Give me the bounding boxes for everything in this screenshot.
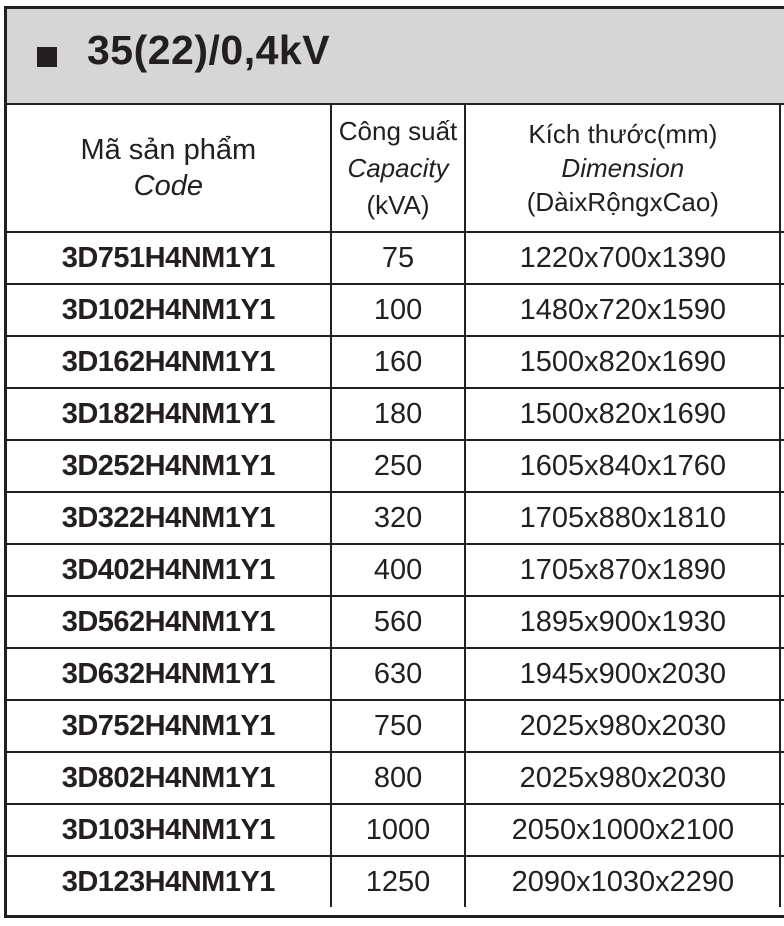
dimension-cell: 1480x720x1590	[465, 284, 780, 336]
dimension-cell: 1705x870x1890	[465, 544, 780, 596]
dimension-cell: 2025x980x2030	[465, 700, 780, 752]
code-cell: 3D562H4NM1Y1	[7, 596, 331, 648]
capacity-cell: 180	[331, 388, 466, 440]
extra-cell	[780, 596, 784, 648]
capacity-cell: 1000	[331, 804, 466, 856]
extra-cell	[780, 232, 784, 284]
table-row	[7, 388, 784, 440]
header-row	[7, 105, 784, 232]
header-dimension-unit: (DàixRộngxCao)	[526, 187, 719, 217]
dimension-cell: 1705x880x1810	[465, 492, 780, 544]
table-row	[7, 700, 784, 752]
extra-cell	[780, 856, 784, 907]
code-cell: 3D123H4NM1Y1	[7, 856, 331, 907]
dimension-cell: 2025x980x2030	[465, 752, 780, 804]
dimension-cell: 1945x900x2030	[465, 648, 780, 700]
header-capacity-vi: Công suất	[338, 115, 458, 146]
capacity-cell: 400	[331, 544, 466, 596]
header-capacity-en: Capacity	[347, 152, 449, 183]
capacity-cell: 160	[331, 336, 466, 388]
square-bullet-icon	[37, 47, 57, 67]
table-row	[7, 440, 784, 492]
table-row	[7, 232, 784, 284]
capacity-cell: 1250	[331, 856, 466, 907]
capacity-cell: 800	[331, 752, 466, 804]
header-capacity-unit: (kVA)	[366, 189, 430, 220]
extra-cell	[780, 700, 784, 752]
capacity-cell: 100	[331, 284, 466, 336]
header-code-vi: Mã sản phẩm	[80, 134, 257, 166]
header-dimension-vi: Kích thước(mm)	[528, 119, 718, 149]
table-row	[7, 804, 784, 856]
table-row	[7, 596, 784, 648]
capacity-cell: 75	[331, 232, 466, 284]
extra-cell	[780, 388, 784, 440]
dimension-cell: 1500x820x1690	[465, 336, 780, 388]
spec-table-frame	[4, 6, 784, 918]
code-cell: 3D182H4NM1Y1	[7, 388, 331, 440]
code-cell: 3D632H4NM1Y1	[7, 648, 331, 700]
dimension-cell: 2050x1000x2100	[465, 804, 780, 856]
extra-cell	[780, 648, 784, 700]
table-row	[7, 856, 784, 907]
dimension-cell: 1220x700x1390	[465, 232, 780, 284]
extra-cell	[780, 544, 784, 596]
dimension-cell: 2090x1030x2290	[465, 856, 780, 907]
code-cell: 3D752H4NM1Y1	[7, 700, 331, 752]
header-extra-column	[780, 105, 784, 232]
capacity-cell: 320	[331, 492, 466, 544]
product-table	[7, 105, 784, 907]
extra-cell	[780, 804, 784, 856]
code-cell: 3D162H4NM1Y1	[7, 336, 331, 388]
table-row	[7, 544, 784, 596]
code-cell: 3D102H4NM1Y1	[7, 284, 331, 336]
code-cell: 3D322H4NM1Y1	[7, 492, 331, 544]
table-row	[7, 648, 784, 700]
capacity-cell: 250	[331, 440, 466, 492]
extra-cell	[780, 440, 784, 492]
extra-cell	[780, 336, 784, 388]
table-row	[7, 492, 784, 544]
header-capacity	[331, 105, 466, 232]
code-cell: 3D103H4NM1Y1	[7, 804, 331, 856]
table-row	[7, 336, 784, 388]
extra-cell	[780, 284, 784, 336]
code-cell: 3D402H4NM1Y1	[7, 544, 331, 596]
extra-cell	[780, 492, 784, 544]
extra-cell	[780, 752, 784, 804]
code-cell: 3D751H4NM1Y1	[7, 232, 331, 284]
header-dimension	[465, 105, 780, 232]
code-cell: 3D252H4NM1Y1	[7, 440, 331, 492]
capacity-cell: 630	[331, 648, 466, 700]
title-bar	[7, 9, 784, 105]
table-row	[7, 284, 784, 336]
header-code-en: Code	[133, 170, 203, 202]
table-row	[7, 752, 784, 804]
capacity-cell: 750	[331, 700, 466, 752]
dimension-cell: 1500x820x1690	[465, 388, 780, 440]
header-dimension-en: Dimension	[561, 153, 685, 183]
dimension-cell: 1605x840x1760	[465, 440, 780, 492]
capacity-cell: 560	[331, 596, 466, 648]
table-title: 35(22)/0,4kV	[87, 27, 331, 73]
dimension-cell: 1895x900x1930	[465, 596, 780, 648]
code-cell: 3D802H4NM1Y1	[7, 752, 331, 804]
header-code	[7, 105, 331, 232]
